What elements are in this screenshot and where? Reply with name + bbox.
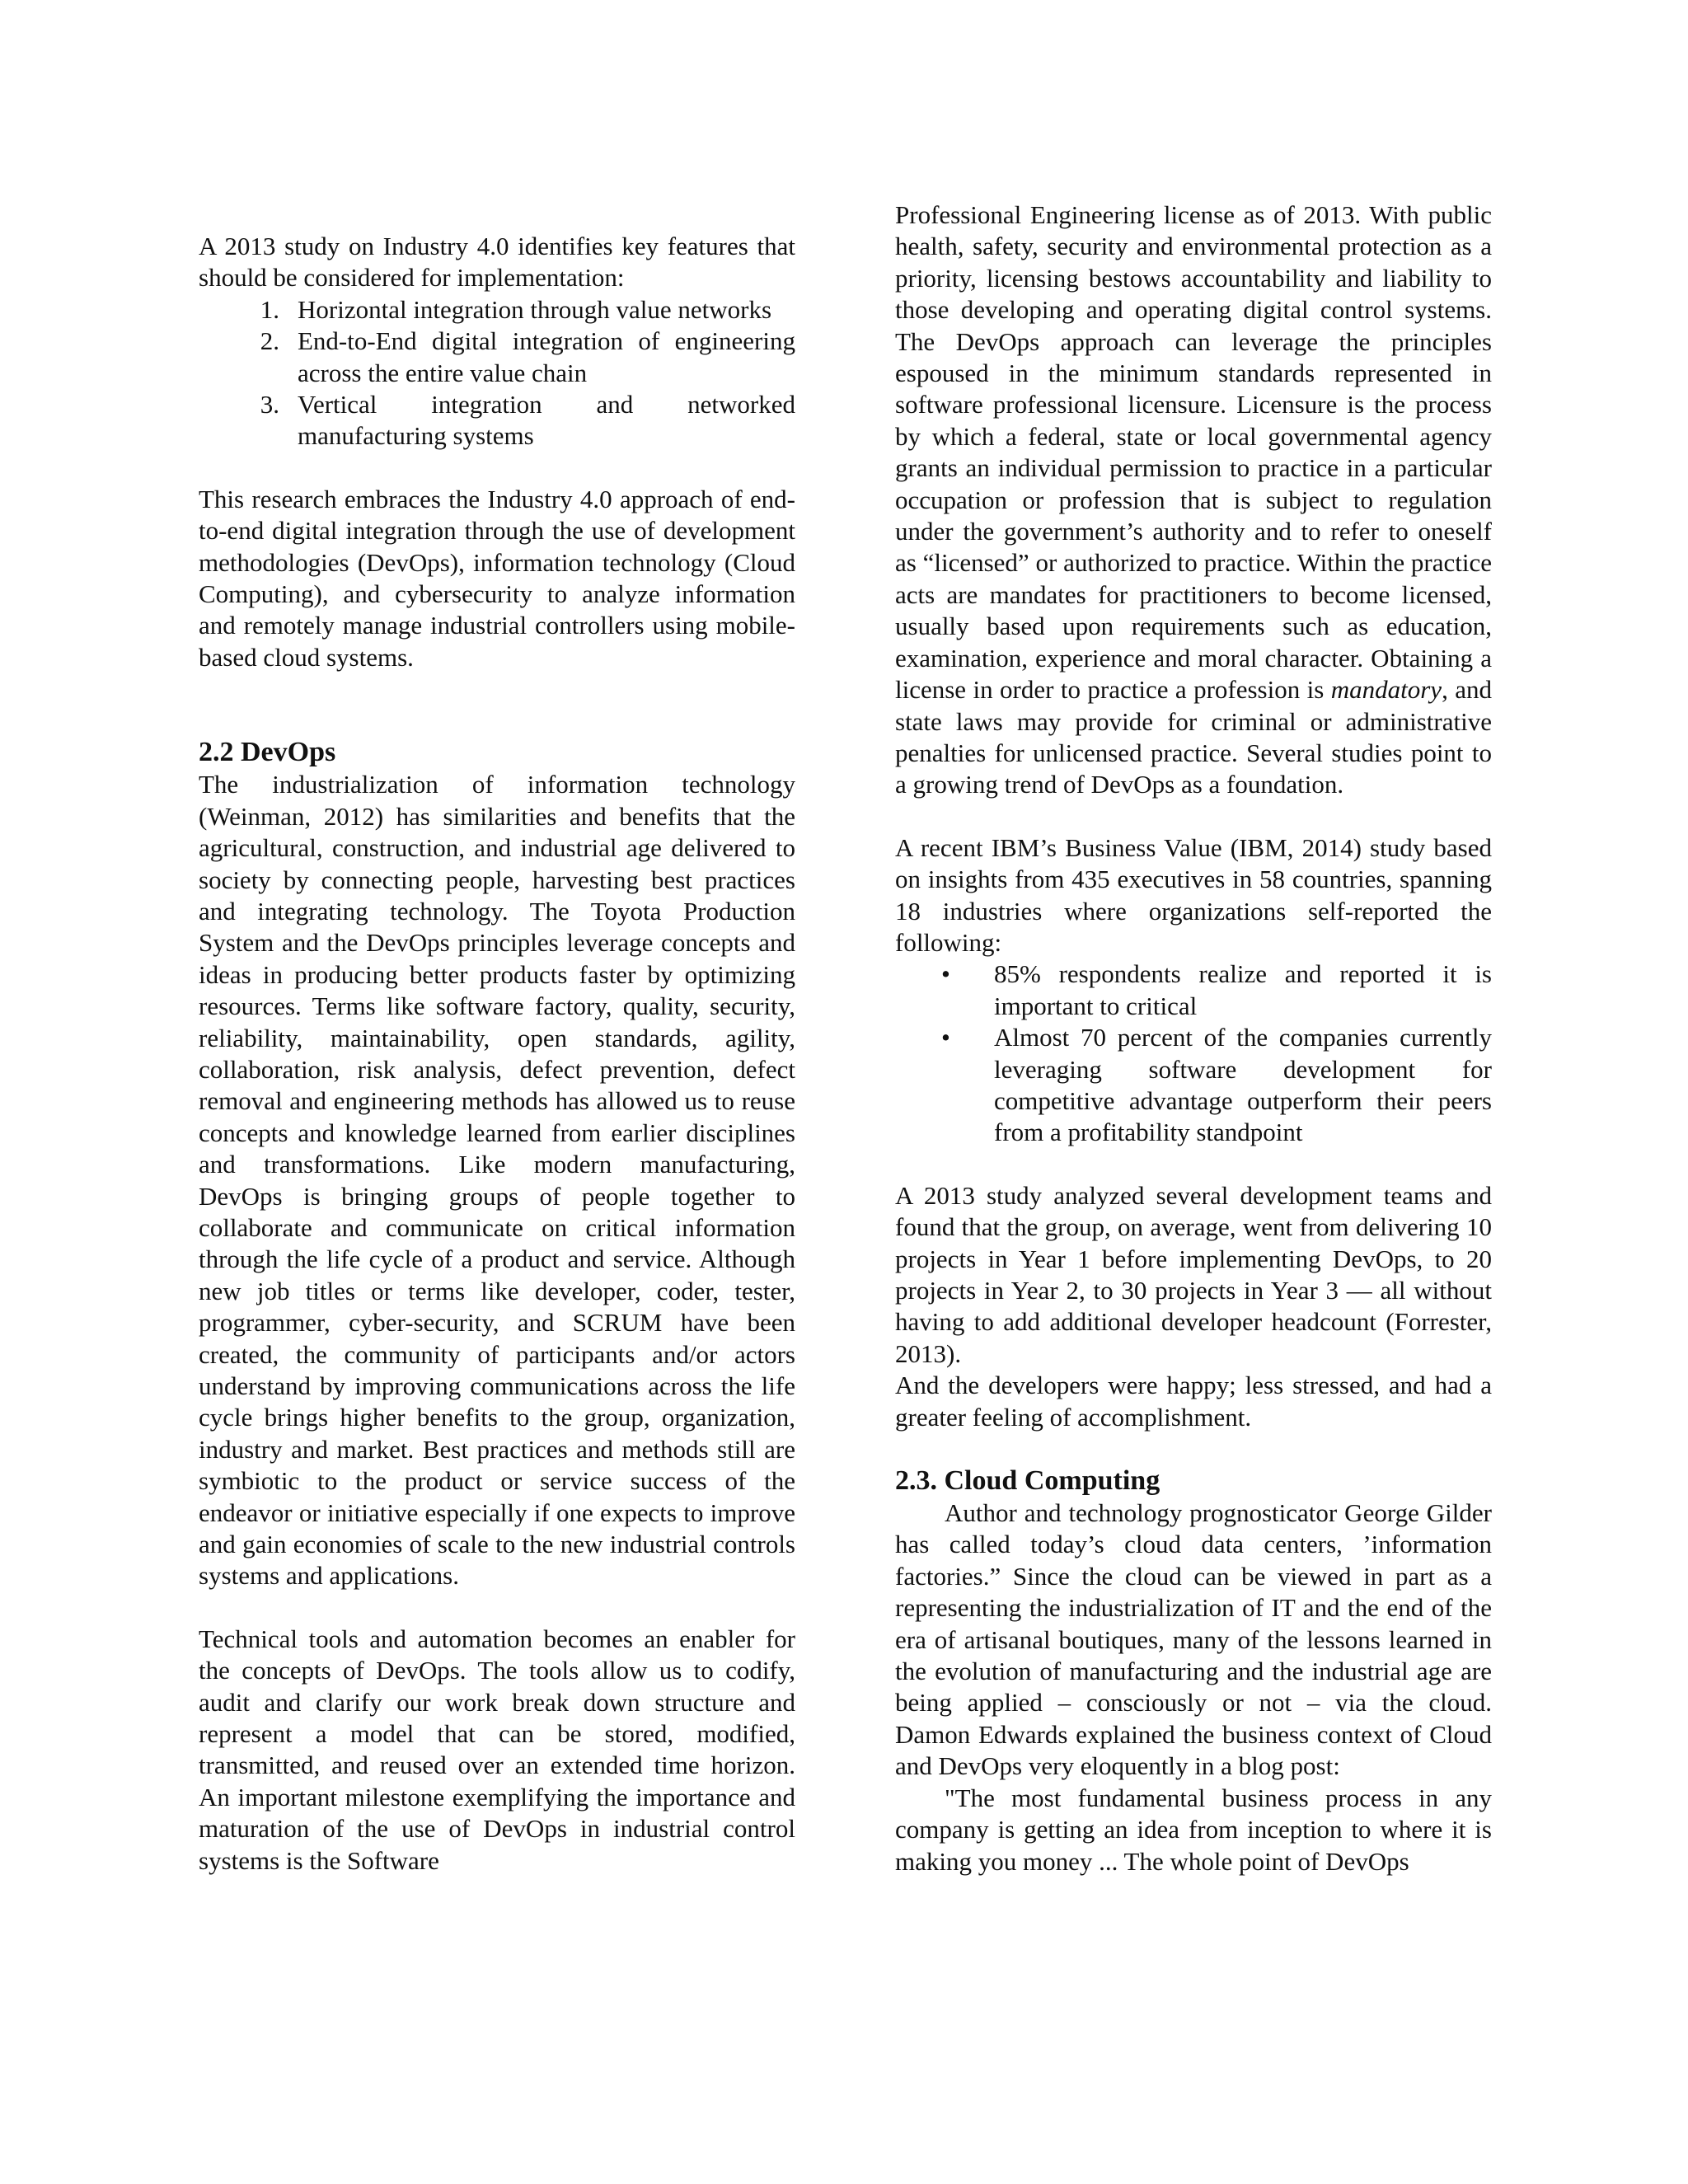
cloud-quote: "The most fundamental business process in any company is getting an idea from inception to where it is making you money ... The whole point of DevOps [895,1783,1492,1876]
forrester-paragraph: A 2013 study analyzed several development teams and found that the group, on average, went from delivering 10 projects in Year 1 before implementing DevOps, to 20 projects in Year 2, to 30 projects in Year 3 — all without having to add additional developer headcount (Forrester, 2013). [895,1180,1492,1368]
list-item [199,326,795,389]
list-item-text: End-to-End digital integration of engineering across the entire value chain [298,326,795,387]
list-item [199,389,795,452]
list-item [895,958,1492,1022]
devops-paragraph-1: The industrialization of information technology (Weinman, 2012) has similarities and benefits that the agricultural, construction, and industrial age delivered to society by connecting people, harvesting best practices and integrating technology. The Toyota Production System and the DevOps principles leverage concepts and ideas in producing better products faster by optimizing resources. Terms like software factory, quality, security, reliability, maintainability, open standards, agility, collaboration, risk analysis, defect prevention, defect removal and engineering methods has allowed us to reuse concepts and knowledge learned from earlier disciplines and transformations. Like modern manufacturing, DevOps is bringing groups of people together to collaborate and communicate on critical information through the life cycle of a product and service. Although new job titles or terms like developer, coder, tester, programmer, cyber-security, and SCRUM have been created, the community of participants and/or actors understand by improving communications across the life cycle brings higher benefits to the group, organization, industry and market. Best practices and methods still are symbiotic to the product or service success of the endeavor or initiative especially if one expects to improve and gain economies of scale to the new industrial controls systems and applications. [199,770,795,1591]
licensure-paragraph [895,199,1492,801]
licensure-text-2: , and state laws may provide for criminal or administrative penalties for unlicensed practice. Several studies point to a growing trend of DevOps as a foundation. [895,675,1492,799]
bullet-icon: • [941,1023,950,1052]
cloud-paragraph-1: Author and technology prognosticator George Gilder has called today’s cloud data centers, ’information factories.” Since the cloud can be viewed in part as a representing the industrialization of IT and the end of the era of artisanal boutiques, many of the lessons learned in the evolution of manufacturing and the industrial age are being applied – consciously or not – via the cloud. Damon Edwards explained the business context of Cloud and DevOps very eloquently in a blog post: [895,1498,1492,1781]
section-heading-devops: 2.2 DevOps [199,737,336,768]
list-number: 1. [260,294,279,324]
list-number: 3. [260,390,279,419]
list-number: 2. [260,326,279,356]
ibm-bullet-list [895,958,1492,1148]
list-item [895,1022,1492,1149]
emphasis-mandatory: mandatory [1330,675,1442,705]
bullet-icon: • [941,959,950,989]
list-item-text: Almost 70 percent of the companies currently leveraging software development for competitive advantage outperform their peers from a profitability standpoint [994,1023,1492,1147]
intro-paragraph: A 2013 study on Industry 4.0 identifies key features that should be considered for implementation: [199,232,795,293]
list-item-text: Horizontal integration through value networks [298,294,772,324]
left-column [199,231,795,1877]
licensure-text-1: Professional Engineering license as of 2013. With public health, safety, security and environmental protection as a priority, licensing bestows accountability and liability to those developing and operating digital control systems. The DevOps approach can leverage the principles espoused in the minimum standards represented in software professional licensure. Licensure is the process by which a federal, state or local governmental agency grants an individual permission to practice in a particular occupation or profession that is subject to regulation under the government’s authority and to refer to oneself as “licensed” or authorized to practice. Within the practice acts are mandates for practitioners to become licensed, usually based upon requirements such as education, examination, experience and moral character. Obtaining a license in order to practice a profession is [895,200,1492,705]
section-heading-cloud: 2.3. Cloud Computing [895,1465,1160,1497]
right-column [895,199,1492,1877]
developers-happy-paragraph: And the developers were happy; less stressed, and had a greater feeling of accomplishment. [895,1371,1492,1432]
devops-paragraph-2: Technical tools and automation becomes an enabler for the concepts of DevOps. The tools allow us to codify, audit and clarify our work break down structure and represent a model that can be stored, modified, transmitted, and reused over an extended time horizon. An important milestone exemplifying the importance and maturation of the use of DevOps in industrial control systems is the Software [199,1624,795,1875]
research-paragraph: This research embraces the Industry 4.0 approach of end-to-end digital integration through the use of development methodologies (DevOps), information technology (Cloud Computing), and cybersecurity to analyze information and remotely manage industrial controllers using mobile-based cloud systems. [199,484,795,672]
list-item-text: Vertical integration and networked manufacturing systems [298,390,795,451]
list-item [199,294,795,326]
list-item-text: 85% respondents realize and reported it is important to critical [994,959,1492,1020]
ibm-intro-paragraph: A recent IBM’s Business Value (IBM, 2014) study based on insights from 435 executives in 58 countries, spanning 18 industries where organizations self-reported the following: [895,832,1492,957]
feature-list [199,294,795,452]
